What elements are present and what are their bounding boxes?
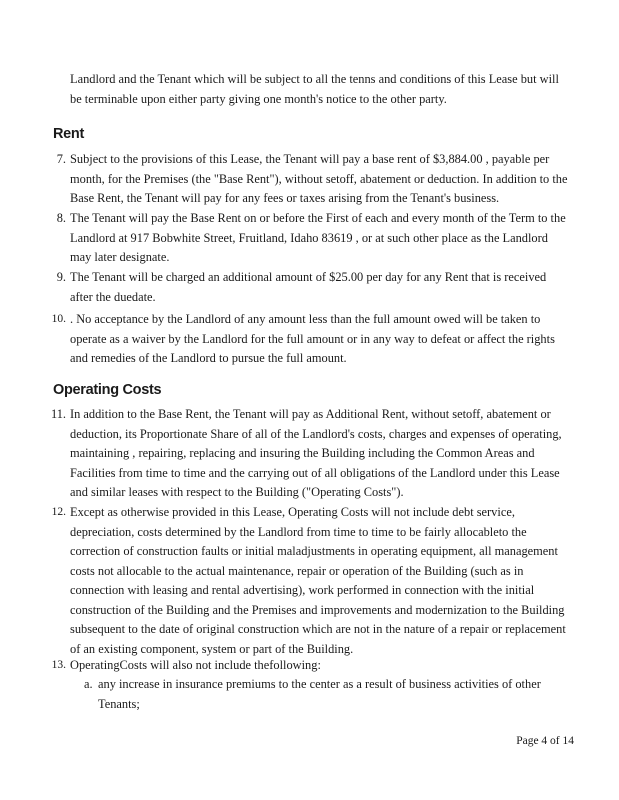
clause-text: In addition to the Base Rent, the Tenant will pay as Additional Rent, without setoff, abatement or deduction, its Proportionate Share of all of the Landlord's costs, charges and expenses of operating, maintaining , repairing, replacing and insuring the Building including the Common Areas and Facilities from time to time and the carrying out of all obligations of the Landlord under this Lease and similar leases with respect to the Building ("Operating Costs").	[70, 407, 562, 499]
intro-paragraph: Landlord and the Tenant which will be subject to all the tenns and conditions of this Lease but will be terminable upon either party giving one month's notice to the other party.	[70, 72, 559, 106]
rent-heading: Rent	[53, 126, 85, 142]
clause-text: Subject to the provisions of this Lease, the Tenant will pay a base rent of $3,884.00 , payable per month, for the Premises (the "Base Rent"), without setoff, abatement or deduction. In addition to the Base Rent, the Tenant will pay for any fees or taxes arising from the Tenant's business.	[70, 152, 568, 205]
subclause-text: any increase in insurance premiums to the center as a result of business activities of other Tenants;	[98, 677, 541, 711]
clause-number: 12.	[51, 506, 66, 518]
clause-9	[40, 268, 570, 307]
clause-text: Except as otherwise provided in this Lease, Operating Costs will not include debt service, depreciation, costs determined by the Landlord from time to time to be fairly allocableto the correction of construction faults or initial maladjustments in operating equipment, all management costs not allocable to the actual maintenance, repair or operation of the Building (such as in connection with leasing and rental advertising), work performed in connection with the initial construction of the Building and the Premises and improvements and modernization to the Building subsequent to the date of original construction which are not in the nature of a repair or replacement of an existing component, system or part of the Building.	[70, 505, 566, 656]
clause-13-item-a	[84, 675, 570, 714]
clause-7	[40, 150, 570, 209]
clause-12	[40, 503, 570, 659]
clause-number: 10.	[51, 313, 66, 325]
clause-text: The Tenant will be charged an additional amount of $25.00 per day for any Rent that is received after the duedate.	[70, 270, 547, 304]
clause-number: 8.	[56, 211, 66, 225]
clause-text: The Tenant will pay the Base Rent on or before the First of each and every month of the Term to the Landlord at 917 Bobwhite Street, Fruitland, Idaho 83619 , or at such other place as the Landlord may later designate.	[70, 211, 566, 264]
subclause-letter: a.	[84, 677, 93, 691]
clause-number: 13.	[51, 659, 66, 671]
clause-13	[40, 656, 570, 676]
operating-costs-heading: Operating Costs	[53, 382, 162, 398]
clause-number: 7.	[56, 152, 66, 166]
clause-text: . No acceptance by the Landlord of any amount less than the full amount owed will be taken to operate as a waiver by the Landlord for the full amount or in any way to defeat or affect the rights and remedies of the Landlord to pursue the full amount.	[70, 312, 555, 365]
clause-11	[40, 405, 570, 503]
clause-text: OperatingCosts will also not include thefollowing:	[70, 658, 321, 672]
clause-10	[40, 310, 570, 369]
clause-number: 11.	[50, 407, 66, 421]
page-number: Page 4 of 14	[516, 735, 574, 747]
clause-number: 9.	[56, 270, 66, 284]
clause-8	[40, 209, 570, 268]
